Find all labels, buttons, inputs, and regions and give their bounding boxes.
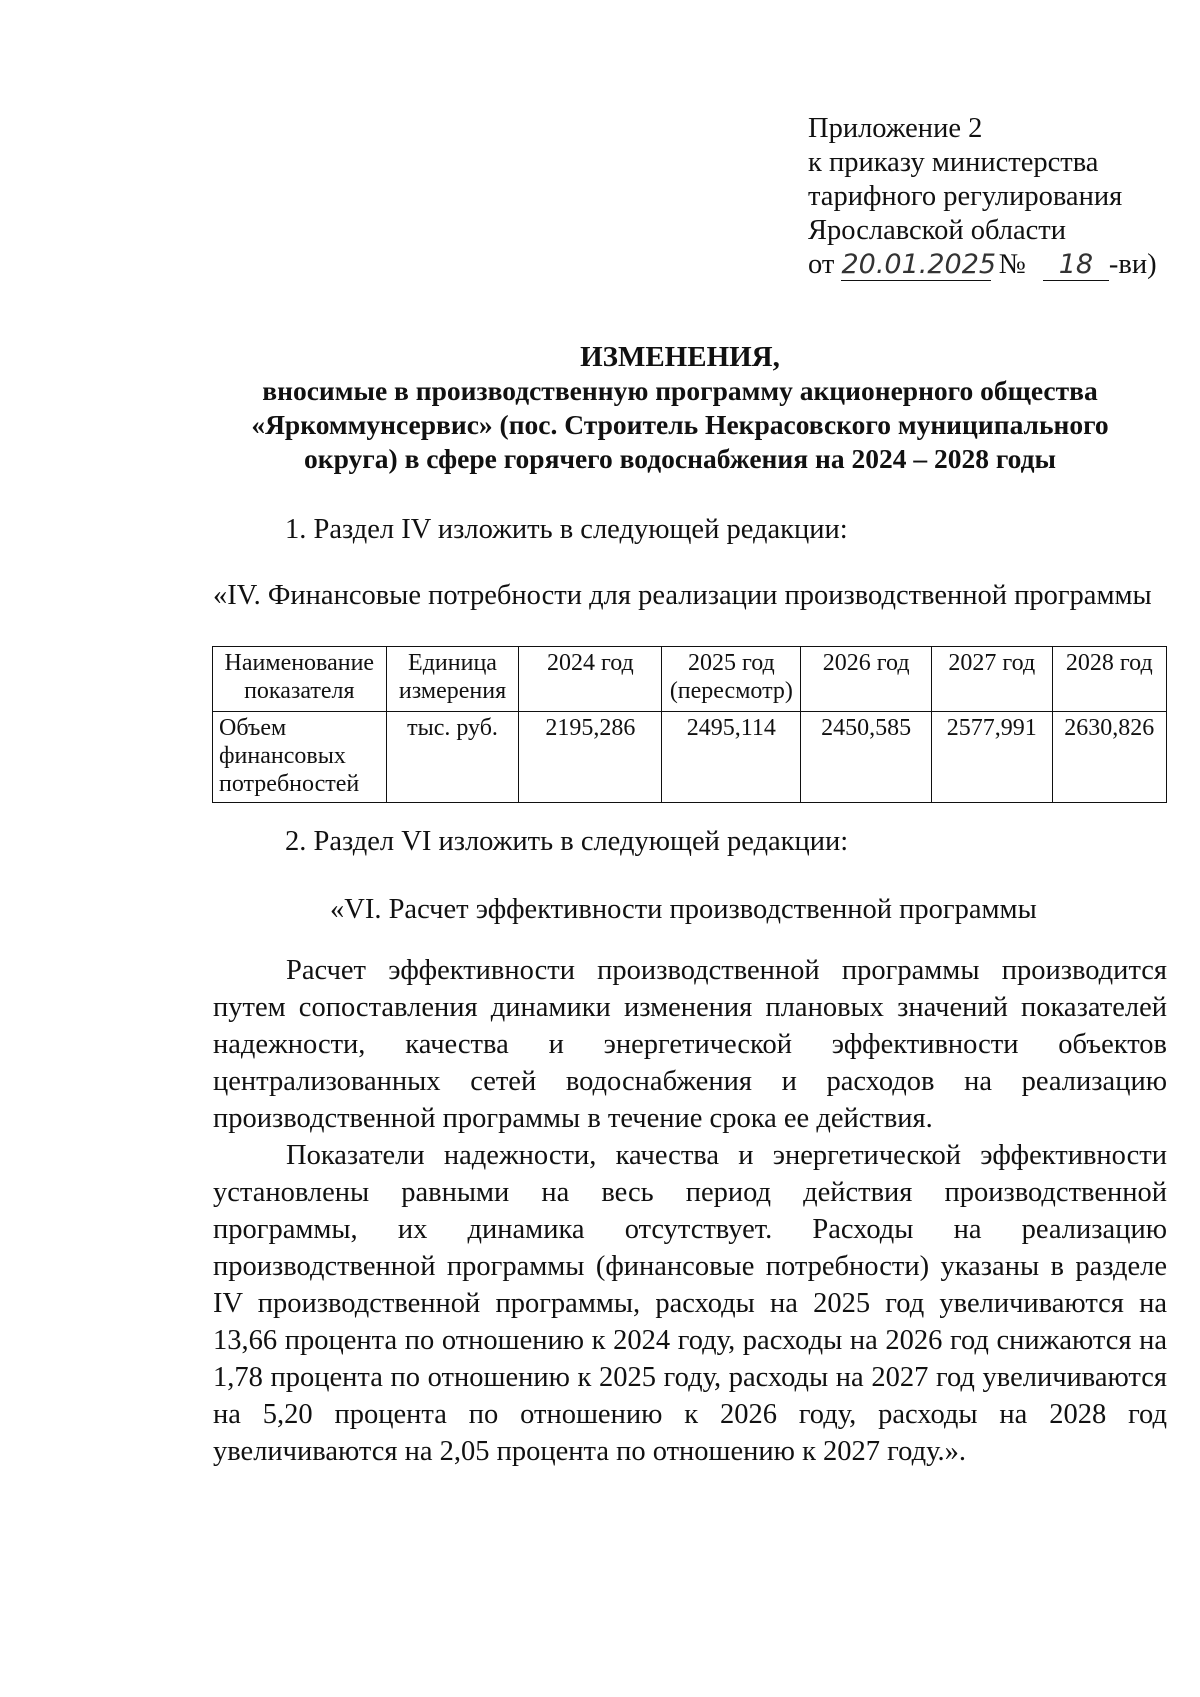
number-label: № bbox=[998, 249, 1026, 280]
order-suffix: -ви) bbox=[1108, 249, 1157, 280]
table-cell-unit: тыс. руб. bbox=[386, 712, 519, 803]
order-number: 18 bbox=[1043, 250, 1109, 281]
section-1-instruction: 1. Раздел IV изложить в следующей редакции: bbox=[285, 514, 848, 545]
title-line-2: вносимые в производственную программу акционерного общества bbox=[262, 375, 1098, 406]
table-header-cell: 2024 год bbox=[519, 647, 662, 712]
paragraph-2: Показатели надежности, качества и энергетической эффективности установлены равными на весь период действия производственной программы, их динамика отсутствует. Расходы на реализацию производственной программы (финансовые потребности) указаны в разделе IV производственной программы, расходы на 2025 год увеличиваются на 13,66 процента по отношению к 2024 году, расходы на 2026 год снижаются на 1,78 процента по отношению к 2025 году, расходы на 2027 год увеличиваются на 5,20 процента по отношению к 2026 году, расходы на 2028 год увеличиваются на 2,05 процента по отношению к 2027 году.». bbox=[213, 1140, 1167, 1467]
title-line-4: округа) в сфере горячего водоснабжения на 2024 – 2028 годы bbox=[304, 443, 1056, 474]
appendix-order-line bbox=[808, 248, 1157, 282]
section-2-instruction: 2. Раздел VI изложить в следующей редакции: bbox=[285, 826, 849, 857]
table-cell-value: 2577,991 bbox=[932, 712, 1053, 803]
table-cell-value: 2450,585 bbox=[801, 712, 932, 803]
table-header-cell: Единица измерения bbox=[386, 647, 519, 712]
section-4-heading: «IV. Финансовые потребности для реализации производственной программы bbox=[213, 580, 1152, 611]
financial-needs-table bbox=[212, 646, 1167, 803]
table-header-row bbox=[213, 647, 1167, 712]
table-cell-value: 2495,114 bbox=[662, 712, 801, 803]
table-cell-value: 2195,286 bbox=[519, 712, 662, 803]
paragraph-1: Расчет эффективности производственной программы производится путем сопоставления динамики изменения плановых значений показателей надежности, качества и энергетической эффективности объектов централизованных сетей водоснабжения и расходов на реализацию производственной программы в течение срока ее действия. bbox=[213, 955, 1167, 1134]
table-cell-value: 2630,826 bbox=[1052, 712, 1166, 803]
from-label: от bbox=[808, 249, 835, 280]
appendix-line-2: к приказу министерства bbox=[808, 147, 1099, 178]
table-header-cell: 2028 год bbox=[1052, 647, 1166, 712]
section-6-body bbox=[213, 952, 1167, 1470]
order-date: 20.01.2025 bbox=[841, 249, 997, 280]
table-cell-name: Объем финансовых потребностей bbox=[213, 712, 387, 803]
appendix-block bbox=[808, 112, 1157, 282]
document-title bbox=[215, 340, 1145, 476]
title-main: ИЗМЕНЕНИЯ, bbox=[580, 341, 780, 373]
appendix-line-1: Приложение 2 bbox=[808, 113, 983, 144]
table-row bbox=[213, 712, 1167, 803]
table-header-cell: Наименование показателя bbox=[213, 647, 387, 712]
table-header-cell: 2026 год bbox=[801, 647, 932, 712]
table-header-cell: 2025 год (пересмотр) bbox=[662, 647, 801, 712]
appendix-line-4: Ярославской области bbox=[808, 215, 1066, 246]
section-6-heading: «VI. Расчет эффективности производственной программы bbox=[330, 894, 1037, 925]
title-line-3: «Яркоммунсервис» (пос. Строитель Некрасовского муниципального bbox=[251, 409, 1109, 440]
appendix-line-3: тарифного регулирования bbox=[808, 181, 1123, 212]
table-header-cell: 2027 год bbox=[932, 647, 1053, 712]
